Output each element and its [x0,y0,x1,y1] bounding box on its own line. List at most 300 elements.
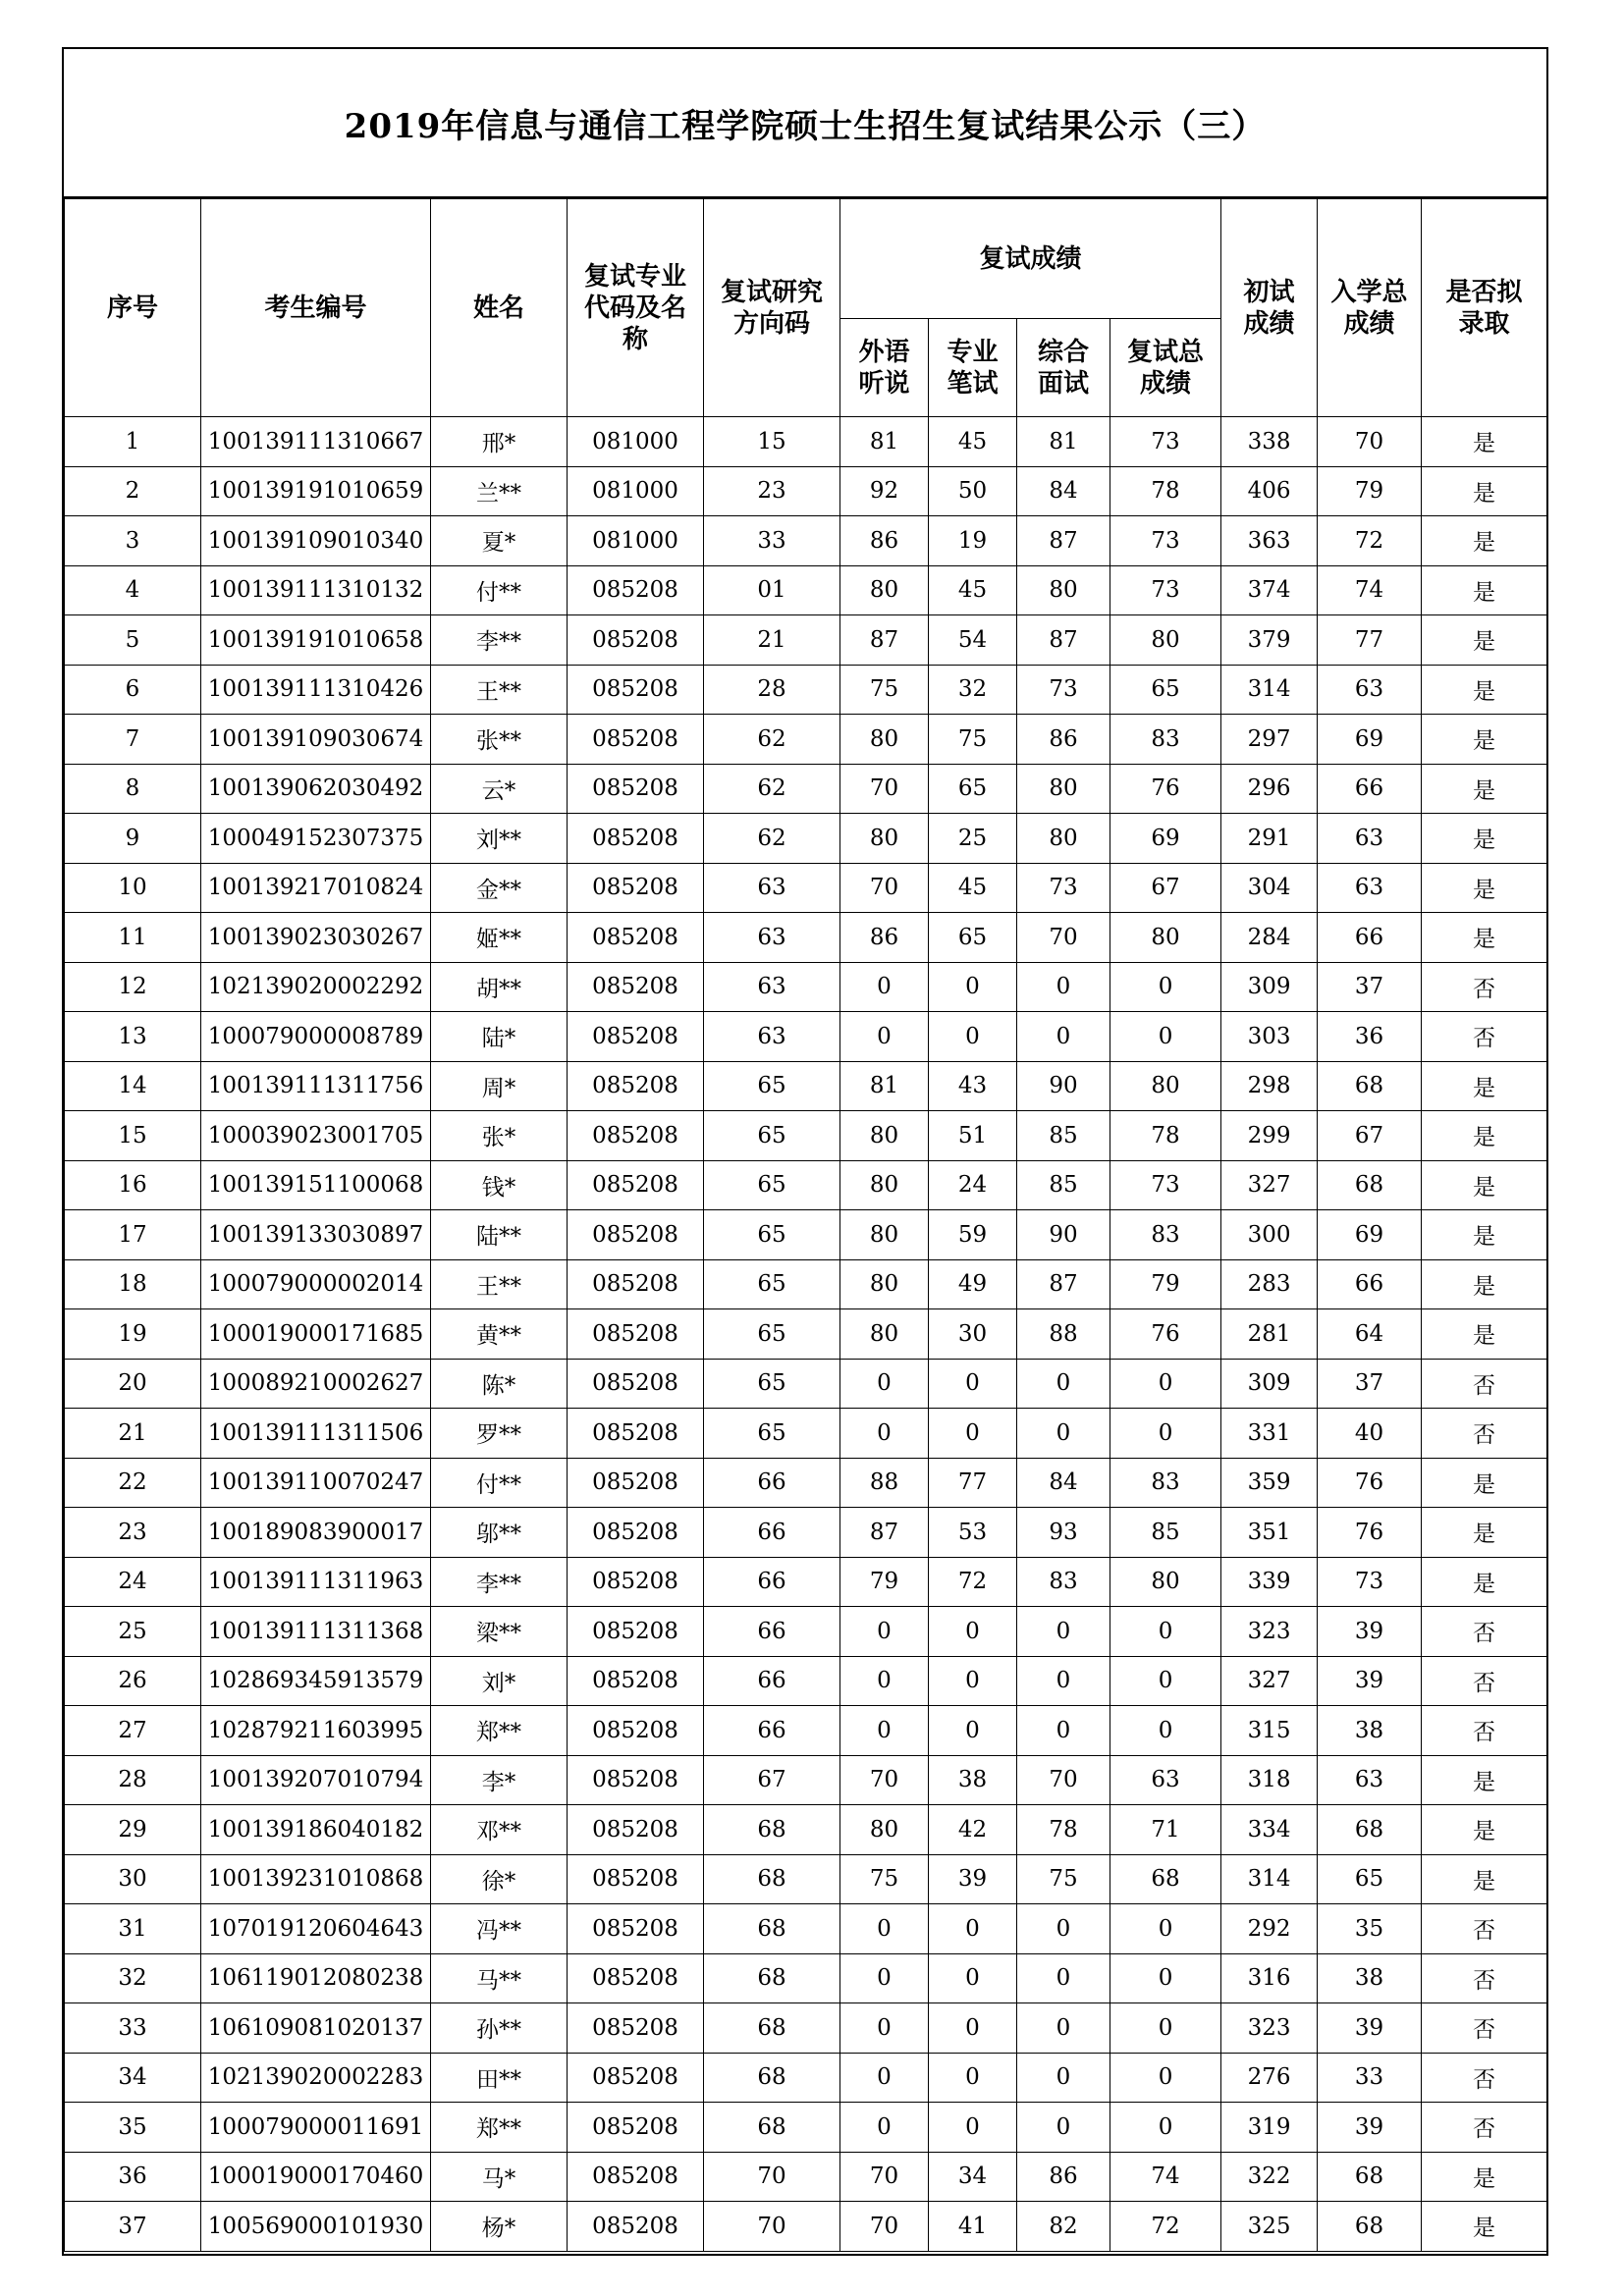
cell-major-code: 085208 [568,863,704,913]
cell-direction-code: 68 [704,1805,840,1855]
cell-admission-total: 66 [1318,1259,1422,1309]
table-row [65,1557,1547,1607]
cell-admission-total: 66 [1318,913,1422,963]
cell-retest-total: 0 [1110,962,1221,1012]
cell-interview: 86 [1017,2152,1110,2202]
cell-foreign-lang: 80 [840,814,929,864]
cell-name: 罗** [431,1409,568,1459]
cell-direction-code: 65 [704,1259,840,1309]
header-foreign-lang-label: 外语听说 [858,337,910,399]
cell-exam-id: 100139191010658 [201,615,431,666]
cell-exam-id: 100019000171685 [201,1309,431,1360]
table-row [65,1953,1547,2003]
cell-admission-total: 39 [1318,2003,1422,2054]
cell-major-code: 085208 [568,1755,704,1805]
cell-initial: 323 [1221,2003,1318,2054]
cell-direction-code: 65 [704,1111,840,1161]
cell-prof-written: 0 [929,1706,1017,1756]
cell-retest-total: 79 [1110,1259,1221,1309]
cell-prof-written: 24 [929,1160,1017,1210]
table-body [65,417,1547,2252]
cell-major-code: 085208 [568,1607,704,1657]
cell-seq: 5 [65,615,201,666]
cell-admit: 是 [1422,863,1547,913]
cell-foreign-lang: 0 [840,1656,929,1706]
cell-interview: 70 [1017,1755,1110,1805]
table-row [65,565,1547,615]
cell-exam-id: 100139111311756 [201,1061,431,1111]
cell-foreign-lang: 0 [840,2103,929,2153]
cell-admit: 是 [1422,1854,1547,1904]
cell-name: 梁** [431,1607,568,1657]
cell-major-code: 085208 [568,1854,704,1904]
cell-major-code: 085208 [568,1259,704,1309]
cell-retest-total: 73 [1110,417,1221,467]
cell-retest-total: 83 [1110,1458,1221,1508]
cell-prof-written: 42 [929,1805,1017,1855]
cell-initial: 276 [1221,2053,1318,2103]
results-sheet [62,47,1548,2256]
cell-retest-total: 78 [1110,1111,1221,1161]
cell-admit: 否 [1422,1359,1547,1409]
cell-seq: 32 [65,1953,201,2003]
cell-initial: 300 [1221,1210,1318,1260]
cell-direction-code: 62 [704,814,840,864]
cell-admit: 是 [1422,1309,1547,1360]
table-row [65,1012,1547,1062]
cell-major-code: 085208 [568,1706,704,1756]
header-admit [1422,199,1547,417]
cell-interview: 81 [1017,417,1110,467]
cell-name: 郑** [431,2103,568,2153]
cell-admission-total: 70 [1318,417,1422,467]
cell-major-code: 085208 [568,1953,704,2003]
cell-admit: 是 [1422,1061,1547,1111]
cell-exam-id: 100139111311506 [201,1409,431,1459]
header-interview [1017,319,1110,417]
cell-interview: 84 [1017,1458,1110,1508]
cell-prof-written: 0 [929,1409,1017,1459]
table-row [65,1458,1547,1508]
cell-name: 田** [431,2053,568,2103]
cell-prof-written: 39 [929,1854,1017,1904]
cell-admit: 是 [1422,1557,1547,1607]
table-row [65,2202,1547,2252]
cell-exam-id: 100139133030897 [201,1210,431,1260]
cell-initial: 351 [1221,1508,1318,1558]
table-row [65,1210,1547,1260]
cell-prof-written: 0 [929,1904,1017,1954]
table-row [65,814,1547,864]
cell-retest-total: 0 [1110,1904,1221,1954]
cell-prof-written: 65 [929,913,1017,963]
cell-admit: 是 [1422,764,1547,814]
cell-direction-code: 68 [704,2053,840,2103]
cell-foreign-lang: 80 [840,1805,929,1855]
cell-interview: 82 [1017,2202,1110,2252]
cell-admission-total: 39 [1318,1656,1422,1706]
cell-seq: 17 [65,1210,201,1260]
cell-seq: 3 [65,516,201,566]
cell-interview: 73 [1017,863,1110,913]
cell-foreign-lang: 0 [840,2053,929,2103]
cell-prof-written: 51 [929,1111,1017,1161]
cell-major-code: 085208 [568,1409,704,1459]
cell-seq: 13 [65,1012,201,1062]
cell-major-code: 081000 [568,466,704,516]
header-seq: 序号 [65,199,201,417]
cell-admission-total: 38 [1318,1706,1422,1756]
cell-prof-written: 50 [929,466,1017,516]
cell-initial: 292 [1221,1904,1318,1954]
cell-direction-code: 15 [704,417,840,467]
cell-admit: 是 [1422,814,1547,864]
cell-foreign-lang: 0 [840,1409,929,1459]
cell-prof-written: 0 [929,1359,1017,1409]
cell-name: 张* [431,1111,568,1161]
cell-direction-code: 65 [704,1409,840,1459]
cell-seq: 21 [65,1409,201,1459]
cell-admit: 否 [1422,2003,1547,2054]
cell-name: 邓** [431,1805,568,1855]
cell-direction-code: 63 [704,913,840,963]
cell-initial: 334 [1221,1805,1318,1855]
cell-name: 陆* [431,1012,568,1062]
cell-direction-code: 65 [704,1160,840,1210]
cell-major-code: 085208 [568,1458,704,1508]
cell-name: 胡** [431,962,568,1012]
cell-interview: 0 [1017,1359,1110,1409]
cell-direction-code: 63 [704,863,840,913]
header-retest-total [1110,319,1221,417]
cell-initial: 327 [1221,1656,1318,1706]
cell-name: 王** [431,1259,568,1309]
cell-major-code: 085208 [568,814,704,864]
cell-interview: 83 [1017,1557,1110,1607]
cell-retest-total: 0 [1110,1409,1221,1459]
cell-admit: 否 [1422,2103,1547,2153]
cell-interview: 80 [1017,764,1110,814]
cell-exam-id: 100079000002014 [201,1259,431,1309]
cell-exam-id: 102139020002283 [201,2053,431,2103]
cell-exam-id: 100139207010794 [201,1755,431,1805]
cell-interview: 0 [1017,2053,1110,2103]
cell-foreign-lang: 86 [840,913,929,963]
cell-admission-total: 37 [1318,962,1422,1012]
cell-foreign-lang: 92 [840,466,929,516]
cell-exam-id: 100079000008789 [201,1012,431,1062]
cell-admit: 是 [1422,1508,1547,1558]
cell-exam-id: 100569000101930 [201,2202,431,2252]
cell-initial: 338 [1221,417,1318,467]
cell-name: 陆** [431,1210,568,1260]
cell-exam-id: 100139062030492 [201,764,431,814]
cell-exam-id: 100049152307375 [201,814,431,864]
cell-initial: 281 [1221,1309,1318,1360]
cell-foreign-lang: 80 [840,1210,929,1260]
cell-seq: 22 [65,1458,201,1508]
cell-exam-id: 100139109030674 [201,715,431,765]
cell-exam-id: 100189083900017 [201,1508,431,1558]
cell-retest-total: 0 [1110,1656,1221,1706]
cell-exam-id: 100139191010659 [201,466,431,516]
cell-admission-total: 79 [1318,466,1422,516]
cell-admission-total: 63 [1318,1755,1422,1805]
cell-seq: 2 [65,466,201,516]
cell-prof-written: 45 [929,565,1017,615]
table-row [65,1409,1547,1459]
cell-name: 付** [431,1458,568,1508]
table-row [65,1359,1547,1409]
table-row [65,1607,1547,1657]
cell-seq: 15 [65,1111,201,1161]
cell-prof-written: 45 [929,863,1017,913]
cell-prof-written: 30 [929,1309,1017,1360]
cell-admission-total: 38 [1318,1953,1422,2003]
cell-admit: 是 [1422,1458,1547,1508]
cell-initial: 374 [1221,565,1318,615]
cell-major-code: 085208 [568,615,704,666]
cell-seq: 14 [65,1061,201,1111]
table-row [65,1111,1547,1161]
cell-major-code: 085208 [568,1061,704,1111]
cell-interview: 0 [1017,1012,1110,1062]
cell-prof-written: 0 [929,2003,1017,2054]
cell-seq: 29 [65,1805,201,1855]
cell-prof-written: 0 [929,2053,1017,2103]
cell-prof-written: 59 [929,1210,1017,1260]
cell-foreign-lang: 81 [840,417,929,467]
cell-interview: 87 [1017,1259,1110,1309]
cell-initial: 327 [1221,1160,1318,1210]
cell-initial: 316 [1221,1953,1318,2003]
cell-direction-code: 66 [704,1706,840,1756]
cell-admission-total: 68 [1318,1805,1422,1855]
cell-interview: 0 [1017,1904,1110,1954]
cell-interview: 90 [1017,1210,1110,1260]
cell-initial: 363 [1221,516,1318,566]
cell-major-code: 085208 [568,1160,704,1210]
cell-interview: 85 [1017,1111,1110,1161]
cell-direction-code: 66 [704,1607,840,1657]
cell-initial: 297 [1221,715,1318,765]
cell-seq: 11 [65,913,201,963]
cell-interview: 0 [1017,1953,1110,2003]
cell-major-code: 085208 [568,1656,704,1706]
cell-initial: 283 [1221,1259,1318,1309]
cell-major-code: 085208 [568,665,704,715]
header-exam-id: 考生编号 [201,199,431,417]
cell-direction-code: 66 [704,1557,840,1607]
cell-seq: 27 [65,1706,201,1756]
cell-admit: 是 [1422,1210,1547,1260]
cell-name: 付** [431,565,568,615]
cell-seq: 35 [65,2103,201,2153]
cell-prof-written: 0 [929,1607,1017,1657]
cell-prof-written: 0 [929,962,1017,1012]
cell-seq: 31 [65,1904,201,1954]
cell-direction-code: 68 [704,1854,840,1904]
cell-admission-total: 68 [1318,2152,1422,2202]
cell-major-code: 085208 [568,2103,704,2153]
cell-retest-total: 0 [1110,1359,1221,1409]
results-table [64,198,1547,2252]
table-row [65,913,1547,963]
cell-major-code: 085208 [568,1359,704,1409]
cell-foreign-lang: 70 [840,863,929,913]
cell-retest-total: 80 [1110,1061,1221,1111]
cell-prof-written: 0 [929,1012,1017,1062]
cell-prof-written: 0 [929,1953,1017,2003]
cell-major-code: 085208 [568,1904,704,1954]
cell-admit: 是 [1422,913,1547,963]
cell-name: 孙** [431,2003,568,2054]
cell-initial: 318 [1221,1755,1318,1805]
cell-prof-written: 0 [929,1656,1017,1706]
cell-admission-total: 73 [1318,1557,1422,1607]
cell-major-code: 085208 [568,2152,704,2202]
cell-exam-id: 100139110070247 [201,1458,431,1508]
cell-admission-total: 64 [1318,1309,1422,1360]
cell-admit: 否 [1422,1012,1547,1062]
cell-direction-code: 68 [704,2003,840,2054]
cell-admission-total: 68 [1318,2202,1422,2252]
cell-admission-total: 33 [1318,2053,1422,2103]
cell-seq: 1 [65,417,201,467]
cell-interview: 87 [1017,615,1110,666]
cell-foreign-lang: 80 [840,1309,929,1360]
cell-initial: 309 [1221,962,1318,1012]
cell-admit: 否 [1422,1953,1547,2003]
cell-foreign-lang: 70 [840,764,929,814]
cell-admit: 否 [1422,1904,1547,1954]
cell-foreign-lang: 80 [840,715,929,765]
header-admission-total [1318,199,1422,417]
cell-prof-written: 19 [929,516,1017,566]
header-retest-group: 复试成绩 [840,199,1221,319]
cell-initial: 406 [1221,466,1318,516]
cell-interview: 0 [1017,1656,1110,1706]
cell-major-code: 085208 [568,2202,704,2252]
cell-retest-total: 65 [1110,665,1221,715]
cell-retest-total: 0 [1110,2053,1221,2103]
cell-foreign-lang: 80 [840,1259,929,1309]
table-row [65,1656,1547,1706]
cell-name: 李** [431,1557,568,1607]
cell-exam-id: 100079000011691 [201,2103,431,2153]
table-row [65,665,1547,715]
cell-admit: 是 [1422,1259,1547,1309]
cell-name: 钱* [431,1160,568,1210]
table-row [65,764,1547,814]
cell-retest-total: 69 [1110,814,1221,864]
cell-name: 张** [431,715,568,765]
cell-admit: 是 [1422,565,1547,615]
cell-admission-total: 39 [1318,1607,1422,1657]
cell-name: 金** [431,863,568,913]
cell-exam-id: 100139111310667 [201,417,431,467]
cell-foreign-lang: 80 [840,1160,929,1210]
cell-exam-id: 100139186040182 [201,1805,431,1855]
header-admission-total-label: 入学总成绩 [1330,277,1408,339]
cell-name: 李* [431,1755,568,1805]
cell-foreign-lang: 70 [840,1755,929,1805]
table-row [65,2103,1547,2153]
cell-major-code: 085208 [568,715,704,765]
cell-initial: 331 [1221,1409,1318,1459]
cell-direction-code: 23 [704,466,840,516]
cell-prof-written: 54 [929,615,1017,666]
cell-foreign-lang: 75 [840,665,929,715]
cell-interview: 75 [1017,1854,1110,1904]
cell-major-code: 085208 [568,1508,704,1558]
cell-admission-total: 69 [1318,715,1422,765]
cell-foreign-lang: 0 [840,962,929,1012]
cell-major-code: 085208 [568,1111,704,1161]
cell-initial: 322 [1221,2152,1318,2202]
cell-prof-written: 75 [929,715,1017,765]
cell-major-code: 085208 [568,1557,704,1607]
cell-admit: 是 [1422,2152,1547,2202]
cell-major-code: 085208 [568,962,704,1012]
cell-name: 周* [431,1061,568,1111]
cell-exam-id: 100139111311368 [201,1607,431,1657]
cell-seq: 33 [65,2003,201,2054]
cell-foreign-lang: 0 [840,1904,929,1954]
cell-direction-code: 62 [704,715,840,765]
cell-direction-code: 28 [704,665,840,715]
cell-admit: 否 [1422,962,1547,1012]
cell-major-code: 085208 [568,913,704,963]
cell-prof-written: 65 [929,764,1017,814]
cell-interview: 0 [1017,1607,1110,1657]
cell-prof-written: 77 [929,1458,1017,1508]
table-row [65,2003,1547,2054]
cell-direction-code: 70 [704,2202,840,2252]
cell-seq: 12 [65,962,201,1012]
cell-admission-total: 63 [1318,863,1422,913]
cell-foreign-lang: 0 [840,2003,929,2054]
header-prof-written [929,319,1017,417]
cell-exam-id: 100139111310426 [201,665,431,715]
cell-direction-code: 21 [704,615,840,666]
cell-initial: 298 [1221,1061,1318,1111]
cell-exam-id: 100139111310132 [201,565,431,615]
cell-interview: 86 [1017,715,1110,765]
cell-admit: 否 [1422,1607,1547,1657]
cell-admit: 是 [1422,1111,1547,1161]
cell-name: 郑** [431,1706,568,1756]
cell-admit: 否 [1422,2053,1547,2103]
cell-admit: 是 [1422,2202,1547,2252]
cell-direction-code: 66 [704,1508,840,1558]
cell-exam-id: 100019000170460 [201,2152,431,2202]
cell-major-code: 085208 [568,1309,704,1360]
cell-seq: 28 [65,1755,201,1805]
cell-retest-total: 71 [1110,1805,1221,1855]
cell-direction-code: 66 [704,1458,840,1508]
cell-prof-written: 72 [929,1557,1017,1607]
cell-foreign-lang: 70 [840,2152,929,2202]
cell-name: 姬** [431,913,568,963]
cell-direction-code: 65 [704,1210,840,1260]
cell-admission-total: 76 [1318,1508,1422,1558]
cell-admit: 是 [1422,466,1547,516]
cell-prof-written: 0 [929,2103,1017,2153]
cell-direction-code: 63 [704,1012,840,1062]
cell-name: 兰** [431,466,568,516]
cell-initial: 325 [1221,2202,1318,2252]
